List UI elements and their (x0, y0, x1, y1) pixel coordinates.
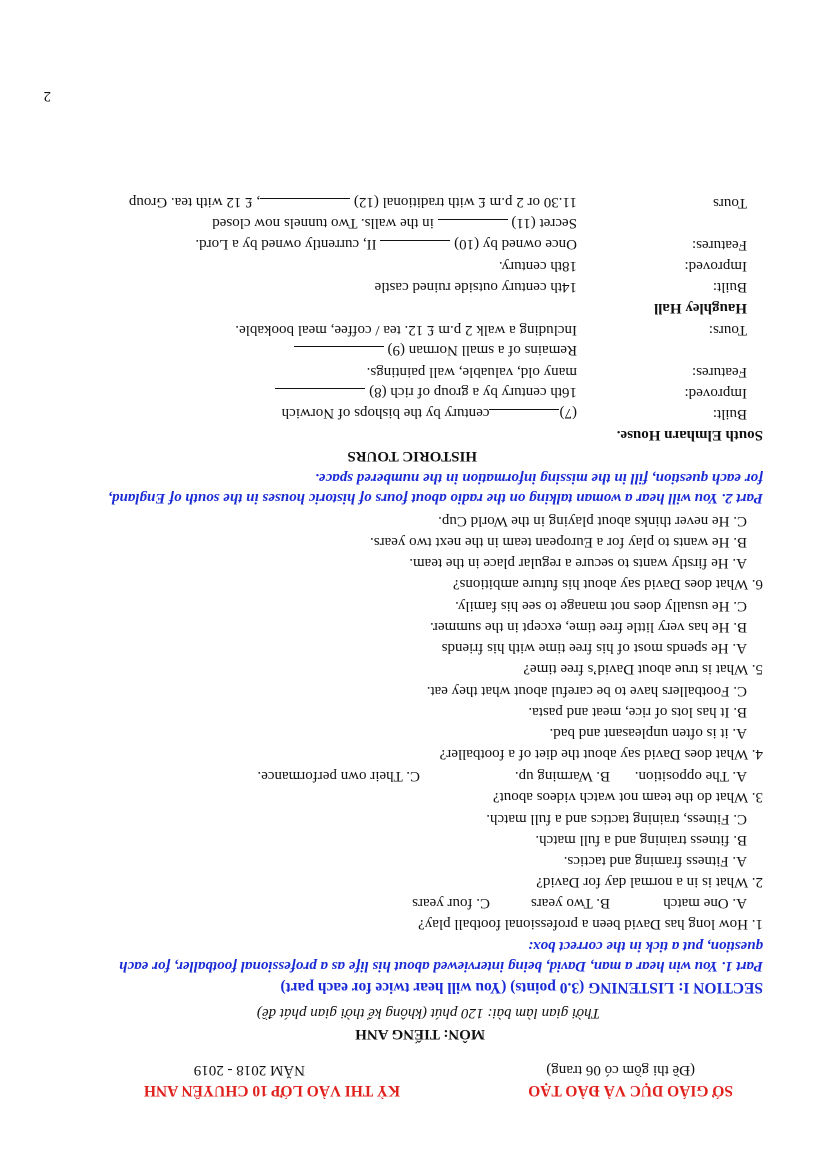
house2-tours-label: Tours (713, 195, 747, 211)
q2-option-a: A. Fitness framing and tactics. (563, 853, 747, 869)
q4-option-a: A. it is often unpleasant and bad. (549, 725, 747, 741)
blank-11 (438, 219, 508, 232)
q3-option-b: B. Warming up. (514, 768, 610, 784)
exam-title: KỲ THI VÀO LỚP 10 CHUYÊN ANH (143, 1082, 400, 1099)
blank-12 (260, 198, 350, 211)
school-year: NĂM 2018 - 2019 (193, 1062, 305, 1078)
subject-line: MÔN: TIẾNG ANH (355, 1026, 485, 1042)
q4-option-c: C. Footballers have to be careful about what they eat. (426, 683, 747, 699)
house1-improved-label: Improved: (684, 385, 747, 401)
q5-option-a: A. He spends most of his free time with his friends (441, 640, 747, 656)
house2-name: Haughley Hall (654, 300, 747, 316)
blank-10 (380, 240, 450, 253)
house1-improved-value (275, 383, 577, 401)
house1-remains-value (294, 341, 577, 359)
house2-secret-row (0, 212, 825, 232)
house1-tours-label: Tours: (708, 322, 747, 338)
blank-8 (275, 388, 365, 401)
q2-option-b: B. fitness training and a full match. (535, 832, 747, 848)
q5-option-b: B. He has very little free time, except in the summer. (430, 619, 747, 635)
house2-secret-post: in the walls. Two tunnels now closed (212, 215, 434, 231)
house2-built-value: 14th century outside ruined castle (374, 279, 577, 295)
house1-tours-value: Including a walk 2 p.m £ 12. tea / coffee, meal bookable. (235, 322, 577, 338)
question-6: 6. What does David say about his future ambitions? (452, 576, 763, 592)
house2-built-label: Built: (712, 279, 747, 295)
house2-built-row (0, 275, 825, 295)
part1-instruction-line2: question, put a tick in the correct box: (527, 938, 763, 954)
house1-built-value (282, 404, 577, 422)
tours-title: HISTORIC TOURS (347, 448, 477, 464)
part1-instruction-line1: Part 1. You win hear a man, David, being interviewed about his life as a professional footballer, for each (119, 958, 763, 974)
blank-7 (490, 409, 560, 422)
house2-features-row (0, 233, 825, 253)
time-limit: Thời gian làm bài: 120 phút (không kể thời gian phát đề) (256, 1005, 600, 1021)
house2-improved-label: Improved: (684, 258, 747, 274)
house2-secret-value (212, 214, 577, 232)
house1-improved-row (0, 381, 825, 401)
house2-tours-post: , £ 12 with tea. Group (128, 194, 261, 210)
house1-features-row (0, 360, 825, 380)
house1-built-row (0, 402, 825, 422)
house1-features-label: Features: (692, 364, 747, 380)
house2-improved-value: 18th century. (498, 258, 577, 274)
q2-option-c: C. Fitness, training tactics and a full match. (486, 811, 747, 827)
page-number: 2 (43, 88, 51, 104)
q6-option-c: C. He never thinks about playing in the World Cup. (438, 513, 747, 529)
house1-improved-text: 16th century by a group of rich (8) (369, 384, 577, 400)
house2-tours-value (129, 193, 577, 211)
blank-7-number: (7) (559, 405, 577, 421)
part2-instruction-line1: Part 2. You will hear a woman talking on the radio about fours of historic houses in the south of England, (108, 490, 763, 506)
blank-9 (294, 346, 384, 359)
house2-improved-row (0, 254, 825, 274)
house1-built-label: Built: (712, 406, 747, 422)
q1-option-b: B. Two years (530, 895, 610, 911)
q5-option-c: C. He usually does not manage to see his family. (455, 598, 747, 614)
house1-tours-row (0, 318, 825, 338)
q4-option-b: B. It has lots of rice, meat and pasta. (528, 704, 747, 720)
question-1: 1. How long has David been a professional football play? (418, 916, 763, 932)
q1-option-a: A. One match (663, 895, 747, 911)
house2-tours-pre: 11.30 or 2 p.m £ with traditional (12) (353, 194, 577, 210)
page-count-note: (Đề thi gồm có 06 trang) (546, 1062, 695, 1078)
question-4: 4. What does David say about the diet of a footballer? (439, 746, 763, 762)
house2-features-post: II, currently owned by a Lord. (195, 236, 377, 252)
house1-features-value: many old, valuable, wall paintings. (366, 364, 577, 380)
house1-built-text: century by the bishops of Norwich (281, 405, 490, 421)
house2-features-label: Features: (692, 237, 747, 253)
house1-remains-text: Remains of a small Norman (9) (387, 342, 577, 358)
q3-option-a: A. The opposition. (634, 768, 747, 784)
question-3: 3. What do the team not watch videos about? (492, 789, 763, 805)
house2-features-pre: Once owned by (10) (454, 236, 577, 252)
house1-remains-row (0, 339, 825, 359)
house2-features-value (195, 235, 577, 253)
question-5: 5. What is true about David’s free time? (523, 661, 763, 677)
house1-name: South Elmharn House. (616, 427, 763, 443)
q1-option-c: C. four years (412, 895, 490, 911)
part2-instruction-line2: for each question, fill in the missing information in the numbered space. (315, 470, 763, 486)
q3-option-c: C. Their own performance. (257, 768, 420, 784)
question-2: 2. What is in a normal day for David? (536, 874, 763, 890)
q6-option-b: B. He wants to play for a European team in the next two years. (370, 534, 747, 550)
q6-option-a: A. He firstly wants to secure a regular place in the team. (409, 555, 747, 571)
section-title: SECTION I: LISTENING (3.0 points) (You will hear twice for each part) (280, 979, 763, 996)
house2-secret-pre: Secret (11) (511, 215, 577, 231)
department-title: SỞ GIÁO DỤC VÀ ĐÀO TẠO (528, 1082, 733, 1099)
house2-tours-row (0, 191, 825, 211)
